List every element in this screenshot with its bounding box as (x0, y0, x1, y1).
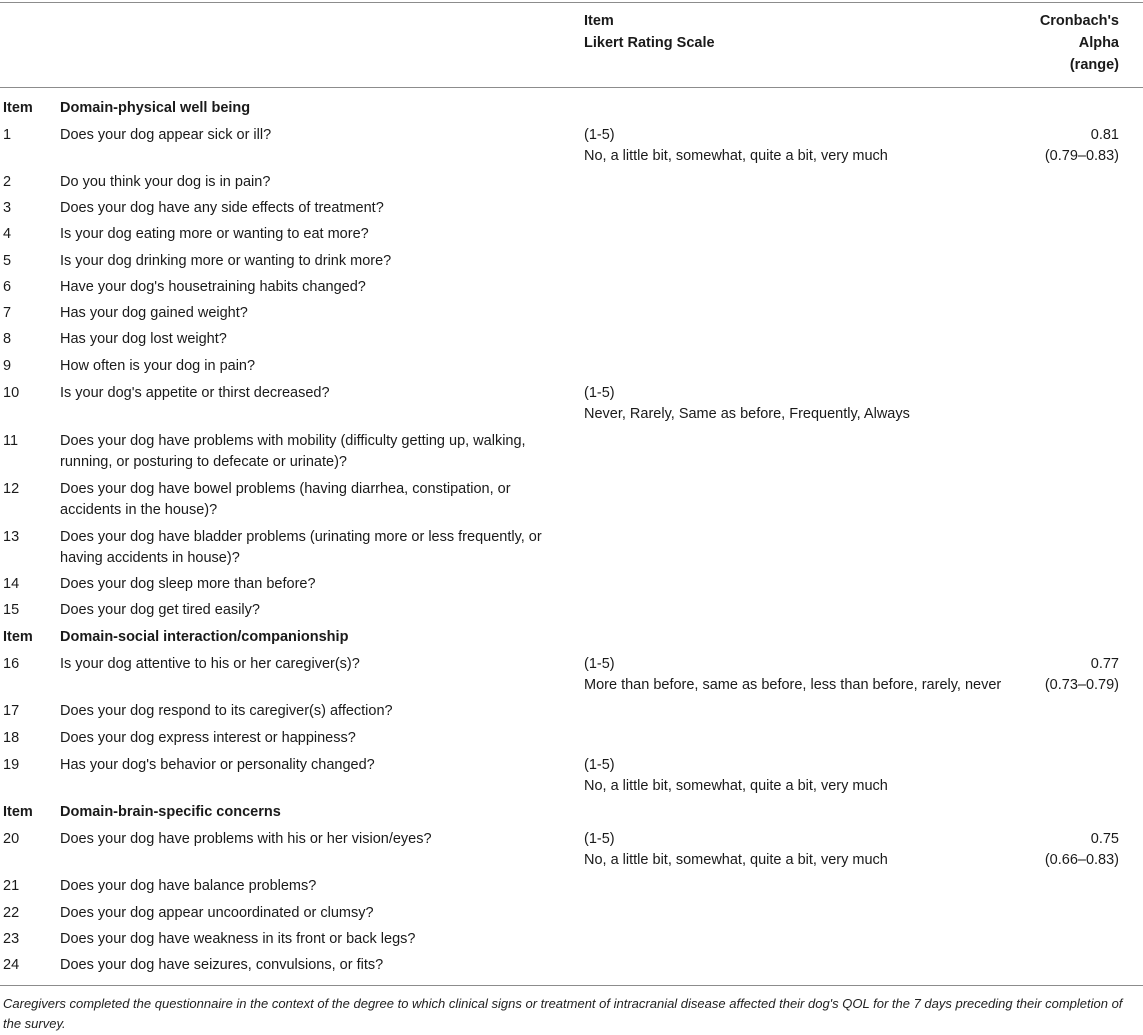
header-alpha (1040, 10, 1119, 76)
table-top-rule (0, 2, 1143, 3)
scale-range: (1-5) (584, 831, 615, 847)
scale-range: (1-5) (584, 757, 615, 773)
item-number: 11 (3, 433, 19, 449)
item-number: 1 (3, 127, 12, 143)
item-question: Does your dog have problems with mobility (difficulty getting up, walking, running, or posturing to defecate or urinate)? (60, 433, 526, 470)
item-number: 21 (3, 878, 20, 894)
alpha-range: (0.79–0.83) (1044, 148, 1119, 164)
item-number: 20 (3, 831, 20, 847)
item-question: Does your dog get tired easily? (60, 602, 260, 618)
item-question: Does your dog appear uncoordinated or clumsy? (60, 905, 374, 921)
item-number: 5 (3, 253, 12, 269)
item-number: 3 (3, 200, 12, 216)
item-question: Does your dog have seizures, convulsions, or fits? (60, 957, 384, 973)
scale-text: No, a little bit, somewhat, quite a bit, very much (584, 148, 888, 164)
alpha-range: (0.66–0.83) (1044, 852, 1119, 868)
table-footnote: Caregivers completed the questionnaire in the context of the degree to which clinical signs or treatment of intracranial disease affected their dog's QOL for the 7 days preceding their completion of the survey. (3, 996, 1123, 1031)
item-question: Does your dog have weakness in its front or back legs? (60, 931, 416, 947)
likert-scale (584, 654, 1054, 696)
likert-scale (584, 829, 1054, 871)
likert-scale (584, 755, 1054, 797)
scale-range: (1-5) (584, 385, 615, 401)
domain-title: Domain-physical well being (60, 100, 251, 116)
item-number: 24 (3, 957, 20, 973)
item-question: Is your dog's appetite or thirst decreased? (60, 385, 330, 401)
item-question: Has your dog gained weight? (60, 305, 248, 321)
scale-range: (1-5) (584, 127, 615, 143)
item-question: Does your dog express interest or happiness? (60, 730, 356, 746)
item-number: 6 (3, 279, 12, 295)
header-alpha-line3: (range) (1069, 57, 1119, 73)
header-alpha-line2: Alpha (1078, 35, 1119, 51)
item-question: Has your dog lost weight? (60, 331, 227, 347)
item-number: 18 (3, 730, 20, 746)
item-number: 15 (3, 602, 20, 618)
header-alpha-line1: Cronbach's (1039, 13, 1119, 29)
item-question: Does your dog appear sick or ill? (60, 127, 272, 143)
item-number: 2 (3, 174, 12, 190)
item-number: 12 (3, 481, 20, 497)
item-number: 16 (3, 656, 20, 672)
likert-scale (584, 383, 1054, 425)
item-number: 10 (3, 385, 20, 401)
scale-text: No, a little bit, somewhat, quite a bit, very much (584, 852, 888, 868)
item-question: Does your dog respond to its caregiver(s) affection? (60, 703, 393, 719)
scale-text: Never, Rarely, Same as before, Frequently, Always (584, 406, 910, 422)
item-question: Does your dog have bladder problems (urinating more or less frequently, or having accidents in house)? (60, 529, 542, 566)
item-number: 8 (3, 331, 12, 347)
item-question: Do you think your dog is in pain? (60, 174, 271, 190)
item-question: Has your dog's behavior or personality changed? (60, 757, 375, 773)
cronbach-alpha (1045, 125, 1119, 167)
scale-text: No, a little bit, somewhat, quite a bit, very much (584, 778, 888, 794)
item-question: Does your dog have any side effects of treatment? (60, 200, 384, 216)
item-number: 19 (3, 757, 20, 773)
alpha-range: (0.73–0.79) (1044, 677, 1119, 693)
item-number: 23 (3, 931, 20, 947)
domain-title: Domain-social interaction/companionship (60, 629, 349, 645)
alpha-value: 0.77 (1090, 656, 1119, 672)
item-number: 22 (3, 905, 20, 921)
cronbach-alpha (1045, 654, 1119, 696)
item-question: Is your dog drinking more or wanting to drink more? (60, 253, 392, 269)
item-question: Is your dog attentive to his or her caregiver(s)? (60, 656, 360, 672)
domain-item-label: Item (3, 629, 33, 645)
header-rule (0, 87, 1143, 88)
item-number: 17 (3, 703, 20, 719)
likert-scale (584, 125, 1054, 167)
header-item-scale (584, 10, 715, 54)
alpha-value: 0.75 (1090, 831, 1119, 847)
header-scale-label: Likert Rating Scale (584, 35, 715, 51)
alpha-value: 0.81 (1090, 127, 1119, 143)
item-question: How often is your dog in pain? (60, 358, 256, 374)
item-question: Does your dog have balance problems? (60, 878, 317, 894)
item-question: Does your dog have bowel problems (having diarrhea, constipation, or accidents in the house)? (60, 481, 511, 518)
table-bottom-rule (0, 985, 1143, 986)
domain-item-label: Item (3, 100, 33, 116)
item-question: Is your dog eating more or wanting to eat more? (60, 226, 369, 242)
item-number: 9 (3, 358, 12, 374)
header-item-label: Item (584, 13, 614, 29)
item-number: 14 (3, 576, 20, 592)
scale-text: More than before, same as before, less than before, rarely, never (584, 677, 1002, 693)
item-question: Does your dog have problems with his or her vision/eyes? (60, 831, 432, 847)
cronbach-alpha (1045, 829, 1119, 871)
item-question: Does your dog sleep more than before? (60, 576, 316, 592)
domain-title: Domain-brain-specific concerns (60, 804, 281, 820)
item-number: 13 (3, 529, 20, 545)
scale-range: (1-5) (584, 656, 615, 672)
item-number: 4 (3, 226, 12, 242)
domain-item-label: Item (3, 804, 33, 820)
item-question: Have your dog's housetraining habits changed? (60, 279, 366, 295)
item-number: 7 (3, 305, 12, 321)
